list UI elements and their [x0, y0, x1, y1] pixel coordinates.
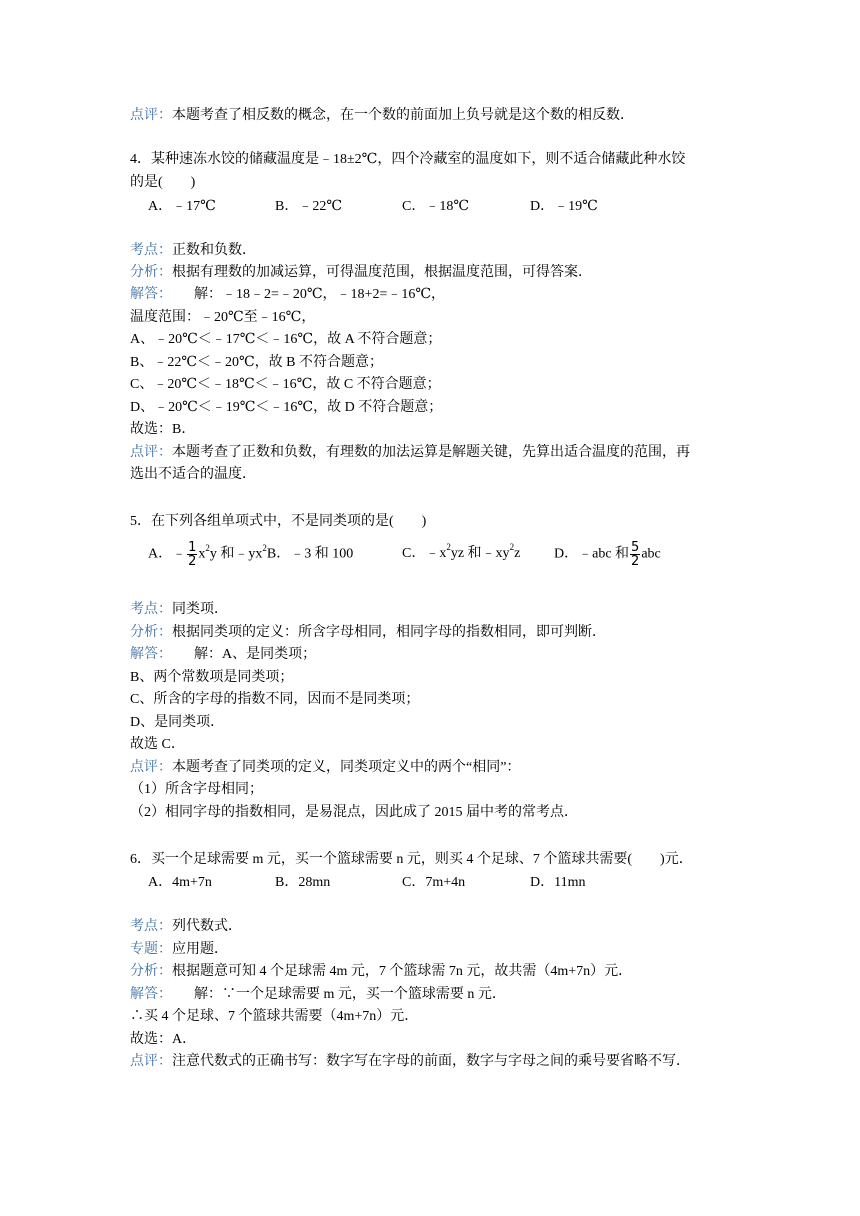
exponent: 2	[262, 543, 267, 554]
q4-dianping-cont: 选出不适合的温度．	[130, 467, 256, 482]
dianping-text: 本题考查了同类项的定义，同类项定义中的两个“相同”：	[172, 760, 521, 775]
q5-dianping	[130, 758, 520, 778]
fraction-denominator: 2	[631, 554, 640, 569]
q5-option-c-part: z	[514, 546, 521, 561]
fraction-numerator: 5	[631, 540, 640, 555]
jieda-text: 解：A、是同类项；	[194, 647, 317, 662]
dianping-text: 本题考查了正数和负数，有理数的加法运算是解题关键，先算出适合温度的范围，再	[172, 445, 690, 460]
fenxi-text: 根据同类项的定义：所含字母相同，相同字母的指数相同，即可判断．	[172, 625, 606, 640]
comment-text: 本题考查了相反数的概念，在一个数的前面加上负号就是这个数的相反数．	[172, 108, 634, 123]
q6-solution-line: ∴买 4 个足球、7 个篮球共需要（4m+7n）元．	[130, 1009, 419, 1024]
fenxi-text: 根据有理数的加减运算，可得温度范围，根据温度范围，可得答案．	[172, 265, 592, 280]
kaodian-label: 考点：	[130, 243, 172, 258]
q3-comment	[130, 106, 634, 126]
kaodian-text: 正数和负数．	[172, 243, 256, 258]
fraction	[630, 541, 640, 568]
jieda-label: 解答：	[130, 647, 172, 662]
q6-solution-line: 故选：A．	[130, 1032, 197, 1047]
jieda-text: 解：∵一个足球需要 m 元，买一个篮球需要 n 元．	[194, 987, 506, 1002]
dianping-label: 点评：	[130, 1054, 172, 1069]
fraction	[187, 541, 197, 568]
q6-option-c: C．7m+4n	[402, 875, 466, 890]
q5-option-a-prefix: A．﹣	[148, 546, 187, 562]
q5-option-a-part: y 和﹣yx	[209, 546, 263, 562]
q6-jieda	[130, 985, 506, 1005]
q5-solution-line: D、是同类项．	[130, 715, 225, 730]
q5-option-c	[402, 541, 520, 567]
fenxi-label: 分析：	[130, 625, 172, 640]
q5-fenxi	[130, 623, 606, 643]
exponent: 2	[205, 543, 210, 554]
kaodian-text: 列代数式．	[172, 919, 242, 934]
zhuanti-label: 专题：	[130, 942, 172, 957]
q6-kaodian	[130, 917, 242, 937]
q5-option-a-b	[148, 541, 353, 568]
q4-option-b: B．﹣22℃	[275, 199, 342, 214]
q4-stem-line2: 的是( )	[130, 175, 196, 190]
q6-zhuanti	[130, 940, 228, 960]
q5-option-b: B．﹣3 和 100	[266, 546, 354, 562]
dianping-text: 注意代数式的正确书写：数字写在字母的前面，数字与字母之间的乘号要省略不写．	[172, 1054, 690, 1069]
exponent: 2	[509, 542, 515, 553]
q5-option-c-part: C．﹣x	[402, 546, 447, 561]
fraction-denominator: 2	[188, 554, 197, 569]
q5-solution-line: C、所含的字母的指数不同，因而不是同类项；	[130, 692, 420, 707]
q5-kaodian	[130, 600, 228, 620]
q5-option-d	[554, 541, 661, 568]
comment-label: 点评：	[130, 108, 172, 123]
q6-option-a: A．4m+7n	[148, 875, 212, 890]
q5-dianping-point: （1）所含字母相同；	[130, 782, 263, 797]
q6-option-b: B．28mn	[275, 875, 331, 890]
q4-fenxi	[130, 263, 592, 283]
q6-dianping	[130, 1052, 690, 1072]
q4-option-d: D．﹣19℃	[530, 199, 598, 214]
dianping-label: 点评：	[130, 760, 172, 775]
q6-stem: 6．买一个足球需要 m 元，买一个篮球需要 n 元，则买 4 个足球、7 个篮球共需要( )元．	[130, 852, 693, 867]
q5-stem: 5．在下列各组单项式中，不是同类项的是( )	[130, 514, 427, 529]
exponent: 2	[446, 542, 451, 553]
kaodian-text: 同类项．	[172, 602, 228, 617]
fraction-numerator: 1	[188, 540, 197, 555]
q6-fenxi	[130, 962, 632, 982]
kaodian-label: 考点：	[130, 602, 172, 617]
q4-jieda	[130, 285, 445, 305]
q5-dianping-point: （2）相同字母的指数相同，是易混点，因此成了 2015 届中考的常考点．	[130, 805, 578, 820]
q5-option-c-part: yz 和﹣xy	[450, 546, 510, 561]
q5-option-d-prefix: D．﹣abc 和	[554, 546, 630, 562]
q4-solution-line: A、﹣20℃＜﹣17℃＜﹣16℃，故 A 不符合题意；	[130, 332, 442, 347]
q4-option-c: C．﹣18℃	[402, 199, 469, 214]
q5-solution-line: B、两个常数项是同类项；	[130, 670, 294, 685]
dianping-label: 点评：	[130, 445, 172, 460]
q5-option-a-part: x	[198, 546, 206, 562]
q5-solution-line: 故选 C．	[130, 737, 185, 752]
fenxi-text: 根据题意可知 4 个足球需 4m 元，7 个篮球需 7n 元，故共需（4m+7n）元．	[172, 964, 633, 979]
q6-option-d: D．11mn	[530, 875, 586, 890]
q4-solution-line: 故选：B．	[130, 422, 196, 437]
jieda-text: 解：﹣18﹣2=﹣20℃，﹣18+2=﹣16℃，	[194, 287, 446, 302]
q5-option-d-suffix: abc	[641, 546, 661, 562]
kaodian-label: 考点：	[130, 919, 172, 934]
fenxi-label: 分析：	[130, 265, 172, 280]
jieda-label: 解答：	[130, 287, 172, 302]
zhuanti-text: 应用题．	[172, 942, 228, 957]
q4-stem-line1: 4．某种速冻水饺的储藏温度是﹣18±2℃，四个冷藏室的温度如下，则不适合储藏此种水饺	[130, 152, 686, 167]
q4-dianping	[130, 443, 690, 463]
q4-option-a: A．﹣17℃	[148, 199, 216, 214]
q4-solution-line: 温度范围：﹣20℃至﹣16℃，	[130, 310, 316, 325]
q4-solution-line: C、﹣20℃＜﹣18℃＜﹣16℃，故 C 不符合题意；	[130, 377, 441, 392]
jieda-label: 解答：	[130, 987, 172, 1002]
fenxi-label: 分析：	[130, 964, 172, 979]
q4-kaodian	[130, 241, 256, 261]
q4-solution-line: B、﹣22℃＜﹣20℃，故 B 不符合题意；	[130, 355, 383, 370]
q5-jieda	[130, 645, 316, 665]
q4-solution-line: D、﹣20℃＜﹣19℃＜﹣16℃，故 D 不符合题意；	[130, 400, 443, 415]
